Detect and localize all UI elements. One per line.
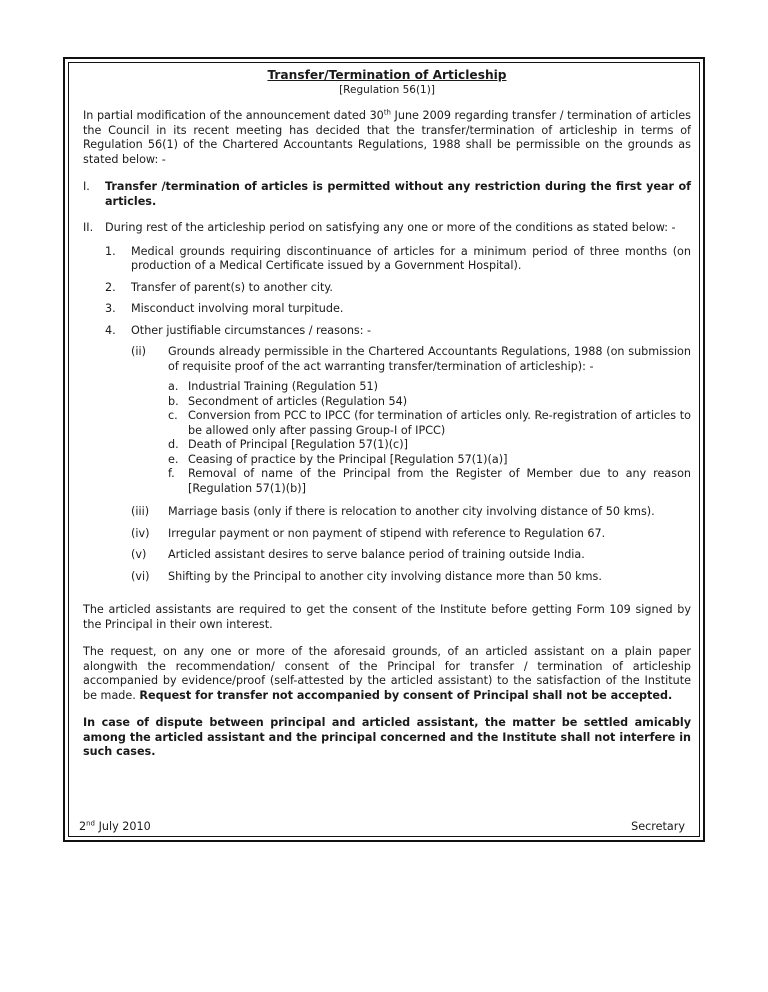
- sub-reason-item: [131, 345, 691, 374]
- ground-item: [168, 467, 691, 496]
- ground-text: Death of Principal [Regulation 57(1)(c)]: [188, 438, 408, 451]
- section-number: II.: [83, 221, 94, 234]
- notice-frame: [63, 57, 705, 842]
- sub-reason-text: Marriage basis (only if there is relocation to another city involving distance of 50 kms).: [168, 505, 655, 518]
- sub-reason-number: (v): [131, 548, 147, 561]
- sub-reason-item: [131, 570, 691, 585]
- sub-reason-number: (iv): [131, 526, 150, 540]
- sub-reason-item: [131, 527, 691, 542]
- consent-paragraph: The articled assistants are required to get the consent of the Institute before getting Form 109 signed by the Principal in their own interest.: [83, 603, 691, 631]
- condition-text: Transfer of parent(s) to another city.: [131, 280, 333, 294]
- request-text: The request, on any one or more of the aforesaid grounds, of an articled assistant on a plain paper alongwith the recommendation/ consent of the Principal for transfer / termination of articleship accompanied by evidence/proof (self-attested by the articled assistant) to the satisfaction of the Institute be made.: [83, 645, 691, 702]
- ground-letter: f.: [168, 467, 175, 480]
- condition-number: 3.: [105, 302, 116, 315]
- condition-number: 1.: [105, 244, 116, 258]
- request-warning: Request for transfer not accompanied by consent of Principal shall not be accepted.: [139, 688, 673, 702]
- section-text: Transfer /termination of articles is permitted without any restriction during the first year of articles.: [105, 180, 691, 208]
- ground-letter: e.: [168, 452, 179, 466]
- ground-letter: c.: [168, 409, 178, 422]
- condition-item: [105, 245, 691, 274]
- notice-title: Transfer/Termination of Articleship: [267, 68, 507, 82]
- issue-date: 2nd July 2010: [79, 819, 151, 833]
- conditions-list: [105, 245, 691, 585]
- sub-reason-number: (ii): [131, 345, 146, 358]
- intro-paragraph: In partial modification of the announcement dated 30th June 2009 regarding transfer / termination of articles the Council in its recent meeting has decided that the transfer/termination of articleship in terms of Regulation 56(1) of the Chartered Accountants Regulations, 1988 shall be permissible on the grounds as stated below: -: [83, 108, 691, 166]
- condition-number: 2.: [105, 280, 116, 294]
- notice-footer: [79, 820, 685, 833]
- ground-text: Conversion from PCC to IPCC (for termination of articles only. Re-registration of articles to be allowed only after passing Group-I of IPCC): [188, 409, 691, 437]
- sub-reason-text: Shifting by the Principal to another city involving distance more than 50 kms.: [168, 569, 602, 583]
- ground-item: [168, 395, 691, 410]
- ground-text: Removal of name of the Principal from the Register of Member due to any reason [Regulation 57(1)(b)]: [188, 467, 691, 495]
- sub-reason-text: Grounds already permissible in the Chartered Accountants Regulations, 1988 (on submission of requisite proof of the act warranting transfer/termination of articleship): -: [168, 345, 691, 373]
- section-i: [83, 180, 691, 209]
- signatory: Secretary: [631, 820, 685, 833]
- ground-item: [168, 453, 691, 468]
- ground-letter: d.: [168, 438, 179, 451]
- ground-item: [168, 409, 691, 438]
- sub-reason-number: (iii): [131, 505, 150, 518]
- condition-number: 4.: [105, 323, 116, 337]
- other-reasons-list: [131, 345, 691, 584]
- sub-reason-number: (vi): [131, 569, 150, 583]
- section-text: During rest of the articleship period on satisfying any one or more of the conditions as stated below: -: [105, 221, 676, 234]
- condition-text: Misconduct involving moral turpitude.: [131, 302, 344, 315]
- condition-item: [105, 324, 691, 339]
- request-paragraph: [83, 645, 691, 703]
- ground-letter: a.: [168, 380, 179, 393]
- ground-text: Industrial Training (Regulation 51): [188, 380, 378, 393]
- notice-content: [83, 68, 691, 773]
- condition-item: [105, 302, 691, 317]
- sub-reason-item: [131, 548, 691, 563]
- notice-subtitle: [Regulation 56(1)]: [339, 83, 435, 96]
- section-ii: [83, 221, 691, 236]
- dispute-paragraph: In case of dispute between principal and articled assistant, the matter be settled amicably among the articled assistant and the principal concerned and the Institute shall not interfere in such cases.: [83, 716, 691, 758]
- condition-text: Medical grounds requiring discontinuance of articles for a minimum period of three months (on production of a Medical Certificate issued by a Government Hospital).: [131, 244, 691, 272]
- notice-inner-border: [68, 62, 700, 837]
- section-number: I.: [83, 180, 90, 193]
- condition-text: Other justifiable circumstances / reasons: -: [131, 323, 372, 337]
- condition-item: [105, 281, 691, 296]
- ground-text: Ceasing of practice by the Principal [Regulation 57(1)(a)]: [188, 452, 508, 466]
- ground-letter: b.: [168, 394, 179, 408]
- regulation-grounds-list: [168, 380, 691, 496]
- ground-item: [168, 438, 691, 453]
- sub-reason-text: Irregular payment or non payment of stipend with reference to Regulation 67.: [168, 526, 606, 540]
- sub-reason-text: Articled assistant desires to serve balance period of training outside India.: [168, 548, 585, 561]
- ground-text: Secondment of articles (Regulation 54): [188, 394, 408, 408]
- ground-item: [168, 380, 691, 395]
- sub-reason-item: [131, 505, 691, 520]
